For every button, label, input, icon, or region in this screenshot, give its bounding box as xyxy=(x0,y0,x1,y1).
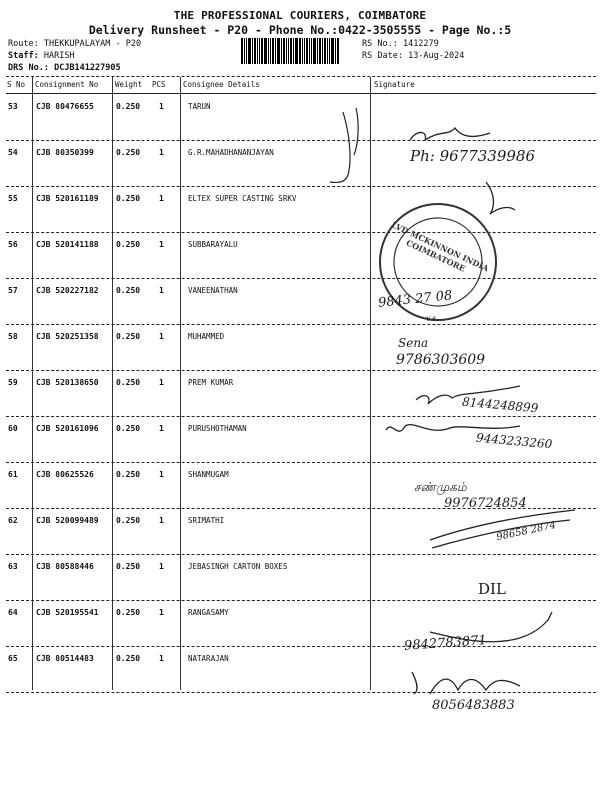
row-weight: 0.250 xyxy=(116,654,141,663)
hw-phone-62: 98658 2874 xyxy=(495,519,557,544)
row-consignee: PURUSHOTHAMAN xyxy=(188,424,247,433)
row-weight: 0.250 xyxy=(116,424,141,433)
row-consignment-no: CJB 520251358 xyxy=(36,332,99,341)
bracket-mark xyxy=(330,112,350,182)
hw-initials-57: v.s. xyxy=(426,314,439,323)
row-sno: 63 xyxy=(8,562,18,571)
signature-scribble xyxy=(486,182,515,214)
row-consignment-no: CJB 80588446 xyxy=(36,562,94,571)
row-consignment-no: CJB 520195541 xyxy=(36,608,99,617)
row-pcs: 1 xyxy=(159,470,164,479)
hw-name-61: சண்முகம் xyxy=(414,480,467,494)
row-consignment-no: CJB 520099489 xyxy=(36,516,99,525)
row-pcs: 1 xyxy=(159,194,164,203)
hw-phone-58: 9786303609 xyxy=(396,352,486,368)
row-consignee: G.R.MAHADHANANJAYAN xyxy=(188,148,274,157)
row-consignee: TARUN xyxy=(188,102,211,111)
rs-no-line: RS No.: 1412279 xyxy=(362,39,439,49)
row-sno: 60 xyxy=(8,424,18,433)
row-consignee: SRIMATHI xyxy=(188,516,225,525)
col-header-sno: S No xyxy=(7,80,26,89)
row-consignee: SHANMUGAM xyxy=(188,470,229,479)
row-sno: 53 xyxy=(8,102,18,111)
row-weight: 0.250 xyxy=(116,194,141,203)
hw-phone-61: 9976724854 xyxy=(444,496,527,511)
company-title: THE PROFESSIONAL COURIERS, COIMBATORE xyxy=(173,9,427,22)
row-pcs: 1 xyxy=(159,424,164,433)
row-consignee: ELTEX SUPER CASTING SRKV xyxy=(188,194,297,203)
signature-scribble xyxy=(410,128,490,140)
row-pcs: 1 xyxy=(159,332,164,341)
row-consignment-no: CJB 520138650 xyxy=(36,378,99,387)
row-sno: 62 xyxy=(8,516,18,525)
row-sno: 61 xyxy=(8,470,18,479)
staff-line: Staff: HARISH xyxy=(8,51,75,61)
row-pcs: 1 xyxy=(159,516,164,525)
rs-date-line: RS Date: 13-Aug-2024 xyxy=(362,51,465,61)
row-consignee: VANEENATHAN xyxy=(188,286,238,295)
col-header-consignee: Consignee Details xyxy=(183,80,260,89)
col-header-consignment: Consignment No xyxy=(35,80,99,89)
signature-scribble xyxy=(412,672,520,694)
row-consignment-no: CJB 80514483 xyxy=(36,654,94,663)
row-weight: 0.250 xyxy=(116,470,141,479)
row-consignment-no: CJB 520161096 xyxy=(36,424,99,433)
row-consignee: NATARAJAN xyxy=(188,654,229,663)
row-pcs: 1 xyxy=(159,148,164,157)
row-consignment-no: CJB 520227182 xyxy=(36,286,99,295)
row-sno: 55 xyxy=(8,194,18,203)
row-consignment-no: CJB 80350399 xyxy=(36,148,94,157)
row-consignment-no: CJB 520141188 xyxy=(36,240,99,249)
row-sno: 59 xyxy=(8,378,18,387)
row-consignment-no: CJB 520161189 xyxy=(36,194,99,203)
row-weight: 0.250 xyxy=(116,608,141,617)
row-consignment-no: CJB 80625526 xyxy=(36,470,94,479)
stamp-text: LVD MCKINNON INDIA COIMBATORE xyxy=(389,219,491,274)
route-value: THEKKUPALAYAM - P20 xyxy=(43,39,142,49)
row-pcs: 1 xyxy=(159,654,164,663)
col-header-weight: Weight xyxy=(115,80,143,89)
row-weight: 0.250 xyxy=(116,378,141,387)
row-sno: 58 xyxy=(8,332,18,341)
row-weight: 0.250 xyxy=(116,516,141,525)
hw-phone-57: 9843 27 08 xyxy=(377,288,454,311)
row-sno: 65 xyxy=(8,654,18,663)
row-sno: 54 xyxy=(8,148,18,157)
row-pcs: 1 xyxy=(159,562,164,571)
row-sno: 57 xyxy=(8,286,18,295)
hw-phone-54: Ph: 9677339986 xyxy=(410,147,536,165)
row-weight: 0.250 xyxy=(116,286,141,295)
bracket-mark xyxy=(354,108,358,155)
rs-date-value: 13-Aug-2024 xyxy=(408,51,465,61)
row-sno: 64 xyxy=(8,608,18,617)
rs-no-value: 1412279 xyxy=(402,39,439,49)
col-header-signature: Signature xyxy=(374,80,415,89)
row-pcs: 1 xyxy=(159,378,164,387)
row-pcs: 1 xyxy=(159,286,164,295)
row-sno: 56 xyxy=(8,240,18,249)
row-weight: 0.250 xyxy=(116,562,141,571)
staff-value: HARISH xyxy=(43,51,75,61)
row-weight: 0.250 xyxy=(116,148,141,157)
runsheet-title: Delivery Runsheet - P20 - Phone No.:0422-3505555 - Page No.:5 xyxy=(88,23,512,37)
hw-phone-64: 9842783871 xyxy=(403,633,488,654)
col-header-pcs: PCS xyxy=(152,80,166,89)
row-consignment-no: CJB 80476655 xyxy=(36,102,94,111)
row-weight: 0.250 xyxy=(116,102,141,111)
hw-phone-59: 8144248899 xyxy=(461,394,539,416)
hw-name-58: Sena xyxy=(398,336,429,350)
hw-phone-60: 9443233260 xyxy=(475,430,553,452)
row-pcs: 1 xyxy=(159,102,164,111)
drs-value: DCJB141227905 xyxy=(54,63,121,73)
row-pcs: 1 xyxy=(159,608,164,617)
row-consignee: MUHAMMED xyxy=(188,332,225,341)
row-consignee: JEBASINGH CARTON BOXES xyxy=(188,562,288,571)
hw-phone-65: 8056483883 xyxy=(432,698,515,713)
row-consignee: RANGASAMY xyxy=(188,608,229,617)
row-consignee: PREM KUMAR xyxy=(188,378,234,387)
route-line: Route: THEKKUPALAYAM - P20 xyxy=(8,39,142,49)
row-weight: 0.250 xyxy=(116,240,141,249)
row-consignee: SUBBARAYALU xyxy=(188,240,238,249)
row-weight: 0.250 xyxy=(116,332,141,341)
hw-note-63: DIL xyxy=(478,580,506,598)
row-pcs: 1 xyxy=(159,240,164,249)
drs-line: DRS No.: DCJB141227905 xyxy=(8,63,121,73)
signature-scribble xyxy=(386,425,520,432)
